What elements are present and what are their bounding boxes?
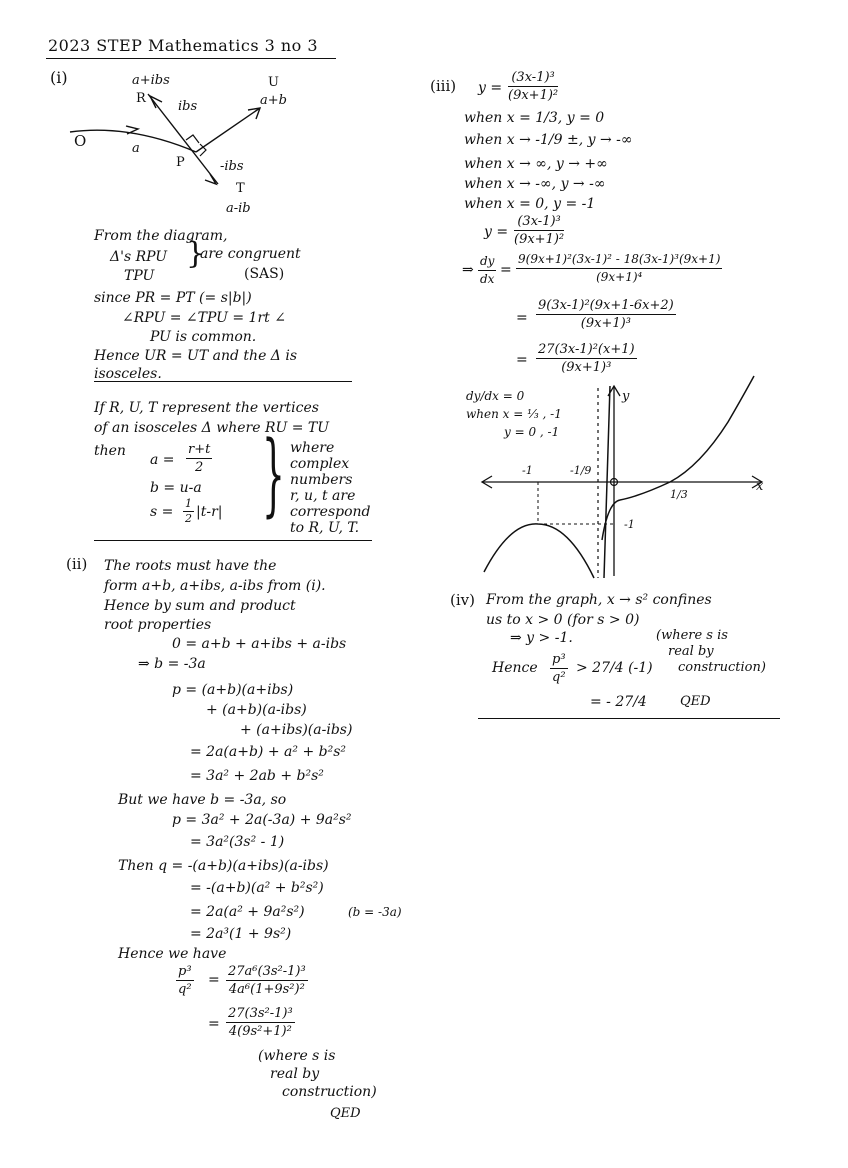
label-a: a [132, 141, 140, 156]
tick-third: 1/3 [670, 488, 688, 501]
iii-implies: ⇒ [462, 262, 474, 278]
iv-pq [550, 652, 568, 685]
ii-f2-den: 4(9s²+1)² [228, 1024, 292, 1039]
iv-line-2: us to x > 0 (for s > 0) [486, 612, 640, 628]
iv-line-1: From the graph, x → s² confines [486, 592, 712, 608]
label-a-plus-ibs: a+ibs [132, 73, 170, 88]
iii-stat-3: y = 0 , -1 [504, 425, 560, 439]
converse-a-frac [186, 442, 212, 475]
label-minus-ibs: -ibs [220, 159, 244, 174]
iii-y2-frac [514, 214, 564, 247]
iii-y-num: (3x-1)³ [508, 70, 558, 87]
converse-s-frac [183, 498, 194, 525]
iii-dydx-num: dy [478, 254, 496, 271]
page-title: 2023 STEP Mathematics 3 no 3 [48, 36, 319, 55]
point-t: T [236, 181, 245, 196]
ii-line-6: = 2a(a+b) + a² + b²s² [190, 744, 346, 760]
converse-brace: } [262, 422, 285, 527]
iii-stat-2: when x = ⅓ , -1 [466, 407, 562, 421]
ii-f1-rhs-num: 27a⁶(3s²-1)³ [228, 964, 306, 979]
divider-end [478, 718, 780, 719]
iii-d2-eq: = [516, 310, 528, 326]
proof-line-1: From the diagram, [94, 228, 228, 244]
iv-note-1: (where s is [656, 628, 728, 643]
ii-line-10: = 3a²(3s² - 1) [190, 834, 285, 850]
iii-d1-num: 9(9x+1)²(3x-1)² - 18(3x-1)³(9x+1) [516, 252, 722, 269]
iii-d3-eq: = [516, 352, 528, 368]
iv-q2: q² [552, 670, 566, 685]
ii-f1-lhs-den: q² [178, 982, 192, 997]
iii-d1-eq: = [500, 262, 512, 278]
proof-line-5: (SAS) [244, 266, 285, 282]
label-ibs: ibs [178, 99, 198, 114]
proof-line-7: ∠RPU = ∠TPU = 1rt ∠ [122, 310, 286, 326]
proof-line-9: Hence UR = UT and the Δ is [94, 348, 298, 364]
part-ii-label: (ii) [66, 555, 88, 573]
point-p: P [176, 155, 185, 170]
ii-line-5: + (a+ibs)(a-ibs) [240, 722, 353, 738]
ii-line-14: (b = -3a) [348, 905, 402, 919]
tick-minus1: -1 [522, 464, 533, 477]
ii-line-13: = 2a(a² + 9a²s²) [190, 904, 305, 920]
iii-d1-den: (9x+1)⁴ [596, 270, 643, 284]
iii-y-den: (9x+1)² [508, 88, 559, 103]
ii-line-11: Then q = -(a+b)(a+ibs)(a-ibs) [118, 858, 329, 874]
iv-note-2: real by [668, 644, 714, 659]
ii-f2-num: 27(3s²-1)³ [228, 1006, 293, 1021]
converse-b: b = u-a [150, 480, 202, 496]
ii-intro-3: Hence by sum and product [104, 598, 296, 614]
ii-f1-lhs-num: p³ [178, 964, 192, 979]
iii-line-2: when x → -1/9 ±, y → -∞ [464, 132, 633, 148]
converse-s-num: 1 [185, 497, 192, 510]
point-r: R [136, 91, 146, 106]
ii-intro-4: root properties [104, 617, 212, 633]
converse-s-lhs: s = [150, 504, 174, 520]
iii-line-5: when x = 0, y = -1 [464, 196, 596, 212]
iii-y-lhs: y = [478, 80, 503, 96]
proof-line-10: isosceles. [94, 366, 162, 382]
tick-minus-ninth: -1/9 [570, 464, 592, 477]
proof-line-6: since PR = PT (= s|b|) [94, 290, 252, 306]
iii-line-3: when x → ∞, y → +∞ [464, 156, 608, 172]
iii-d3-num: 27(3x-1)²(x+1) [538, 342, 635, 357]
graph-sketch [480, 372, 780, 592]
iv-qed: QED [680, 694, 711, 709]
iii-dydx [478, 254, 496, 287]
ii-line-16: Hence we have [118, 946, 227, 962]
title-underline [46, 58, 336, 59]
iv-p3: p³ [552, 652, 566, 667]
iii-d3-den: (9x+1)³ [561, 360, 612, 375]
curve-left-branch [484, 524, 594, 578]
ii-line-8: But we have b = -3a, so [118, 792, 287, 808]
iii-d2-num: 9(3x-1)²(9x+1-6x+2) [538, 298, 674, 313]
converse-note-2: complex [290, 456, 350, 472]
ii-line-9: p = 3a² + 2a(-3a) + 9a²s² [172, 812, 352, 828]
ii-f1-eq: = [208, 972, 220, 988]
iii-d2-den: (9x+1)³ [580, 316, 631, 331]
converse-note-6: to R, U, T. [290, 520, 360, 536]
ii-intro-1: The roots must have the [104, 558, 277, 574]
converse-a-lhs: a = [150, 452, 175, 468]
iii-d2 [536, 298, 676, 331]
proof-line-3: TPU [124, 268, 155, 284]
iii-d3 [536, 342, 637, 375]
tick-y-minus1: -1 [624, 518, 635, 531]
ii-line-1: 0 = a+b + a+ibs + a-ibs [172, 636, 347, 652]
ii-f1-rhs [226, 964, 308, 997]
iii-stat-1: dy/dx = 0 [466, 389, 525, 403]
point-o: O [74, 132, 87, 150]
ii-line-4: + (a+b)(a-ibs) [206, 702, 307, 718]
converse-note-5: correspond [290, 504, 371, 520]
x-axis-label: x [756, 479, 764, 494]
ii-line-15: = 2a³(1 + 9s²) [190, 926, 292, 942]
part-iv-label: (iv) [450, 591, 475, 609]
ii-note-1: (where s is [258, 1048, 336, 1064]
converse-s-den: 2 [185, 512, 192, 525]
right-angle-mark [186, 135, 199, 143]
ii-f1-lhs [176, 964, 194, 997]
label-a-plus-b: a+b [260, 93, 287, 108]
converse-note-1: where [290, 440, 335, 456]
part-i-label: (i) [50, 68, 68, 87]
iii-line-1: when x = 1/3, y = 0 [464, 110, 605, 126]
proof-brace: } [186, 236, 206, 271]
converse-a-den: 2 [195, 460, 204, 475]
iv-eq: = - 27/4 [590, 694, 647, 710]
iv-gt: > 27/4 (-1) [576, 660, 653, 676]
ii-f2-eq: = [208, 1016, 220, 1032]
proof-line-4: are congruent [200, 246, 301, 262]
ii-f2 [226, 1006, 295, 1039]
label-a-minus-ib: a-ib [226, 201, 251, 216]
ii-line-3: p = (a+b)(a+ibs) [172, 682, 294, 698]
ii-line-7: = 3a² + 2ab + b²s² [190, 768, 324, 784]
iv-line-3: ⇒ y > -1. [510, 630, 573, 646]
iii-y-frac [508, 70, 558, 103]
iv-hence: Hence [492, 660, 538, 676]
iii-y2-num: (3x-1)³ [514, 214, 564, 231]
ii-f1-rhs-den: 4a⁶(1+9s²)² [228, 982, 305, 997]
iii-y2-den: (9x+1)² [514, 232, 565, 247]
divider-2 [94, 540, 372, 541]
converse-then: then [94, 443, 126, 459]
converse-s-rest: |t-r| [196, 504, 223, 520]
iii-d1 [516, 252, 722, 285]
ii-line-12: = -(a+b)(a² + b²s²) [190, 880, 324, 896]
converse-note-4: r, u, t are [290, 488, 356, 504]
point-u: U [268, 75, 279, 90]
iii-dydx-den: dx [480, 272, 495, 286]
divider-1 [94, 381, 352, 382]
converse-line-1: If R, U, T represent the vertices [94, 400, 319, 416]
proof-line-8: PU is common. [150, 329, 257, 345]
converse-line-2: of an isosceles Δ where RU = TU [94, 420, 330, 436]
ii-note-2: real by [270, 1066, 320, 1082]
ii-qed: QED [330, 1106, 361, 1121]
line-pu [196, 108, 260, 152]
converse-a-num: r+t [188, 442, 211, 457]
ii-note-3: construction) [282, 1084, 377, 1100]
converse-note-3: numbers [290, 472, 353, 488]
y-axis-label: y [622, 389, 630, 404]
part-iii-label: (iii) [430, 77, 457, 95]
ii-line-2: ⇒ b = -3a [138, 656, 206, 672]
iii-y2-lhs: y = [484, 224, 509, 240]
iii-line-4: when x → -∞, y → -∞ [464, 176, 606, 192]
proof-line-2: Δ's RPU [110, 249, 168, 265]
argand-diagram [60, 66, 400, 216]
iv-note-3: construction) [678, 660, 766, 675]
ii-intro-2: form a+b, a+ibs, a-ibs from (i). [104, 578, 326, 594]
